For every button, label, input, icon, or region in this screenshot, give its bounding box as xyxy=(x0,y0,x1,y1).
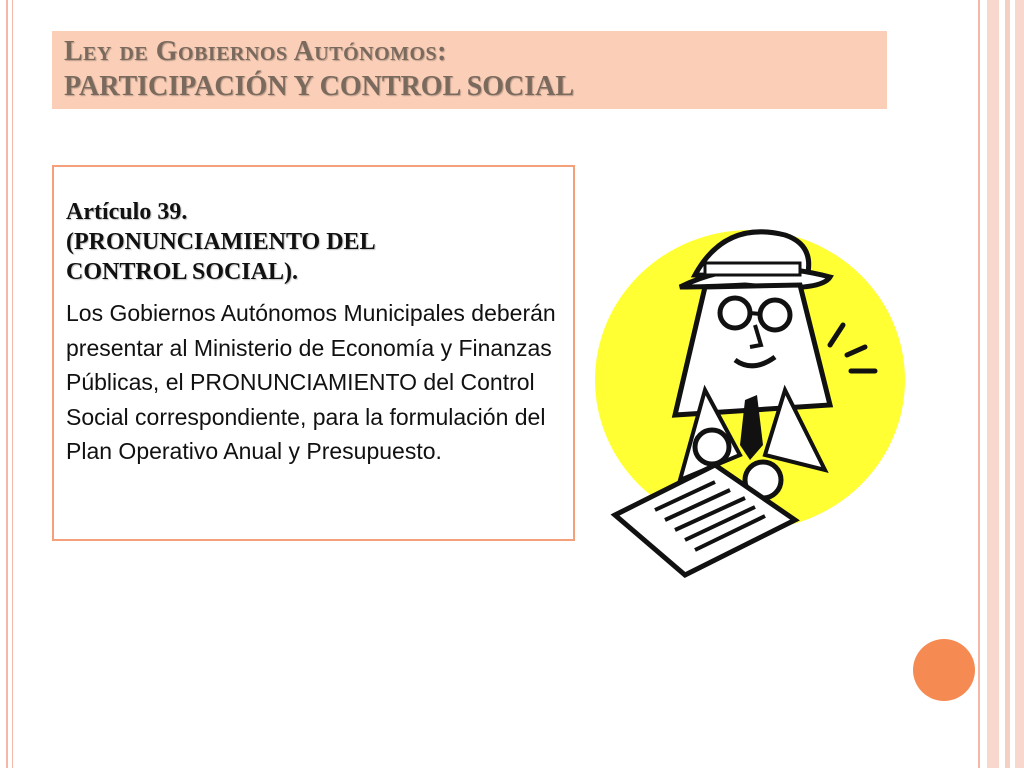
frame-line-left xyxy=(6,0,8,768)
article-heading-line-1: Artículo 39. xyxy=(66,199,188,225)
slide-title-line-1: Ley de Gobiernos Autónomos: xyxy=(64,36,448,67)
orange-circle-icon xyxy=(913,639,975,701)
slide-title-bar xyxy=(52,31,887,109)
article-body: Los Gobiernos Autónomos Municipales deberán presentar al Ministerio de Economía y Finanzas Públicas, el PRONUNCIAMIENTO del Control Social correspondiente, para la formulación del Plan Operativo Anual y Presupuesto. xyxy=(66,300,556,464)
article-heading-line-3: CONTROL SOCIAL). xyxy=(66,259,299,285)
slide-title-line-2: PARTICIPACIÓN Y CONTROL SOCIAL xyxy=(64,71,575,102)
frame-line-right xyxy=(978,0,980,768)
frame-band-right-1 xyxy=(987,0,999,768)
frame-band-right-2 xyxy=(1005,0,1010,768)
frame-line-left-inner xyxy=(12,0,13,768)
article-heading-line-2: (PRONUNCIAMIENTO DEL xyxy=(66,229,376,255)
article-text-box xyxy=(52,165,575,541)
inspector-reading-document-icon xyxy=(585,215,905,585)
frame-band-right-3 xyxy=(1015,0,1024,768)
article-heading xyxy=(66,197,566,287)
